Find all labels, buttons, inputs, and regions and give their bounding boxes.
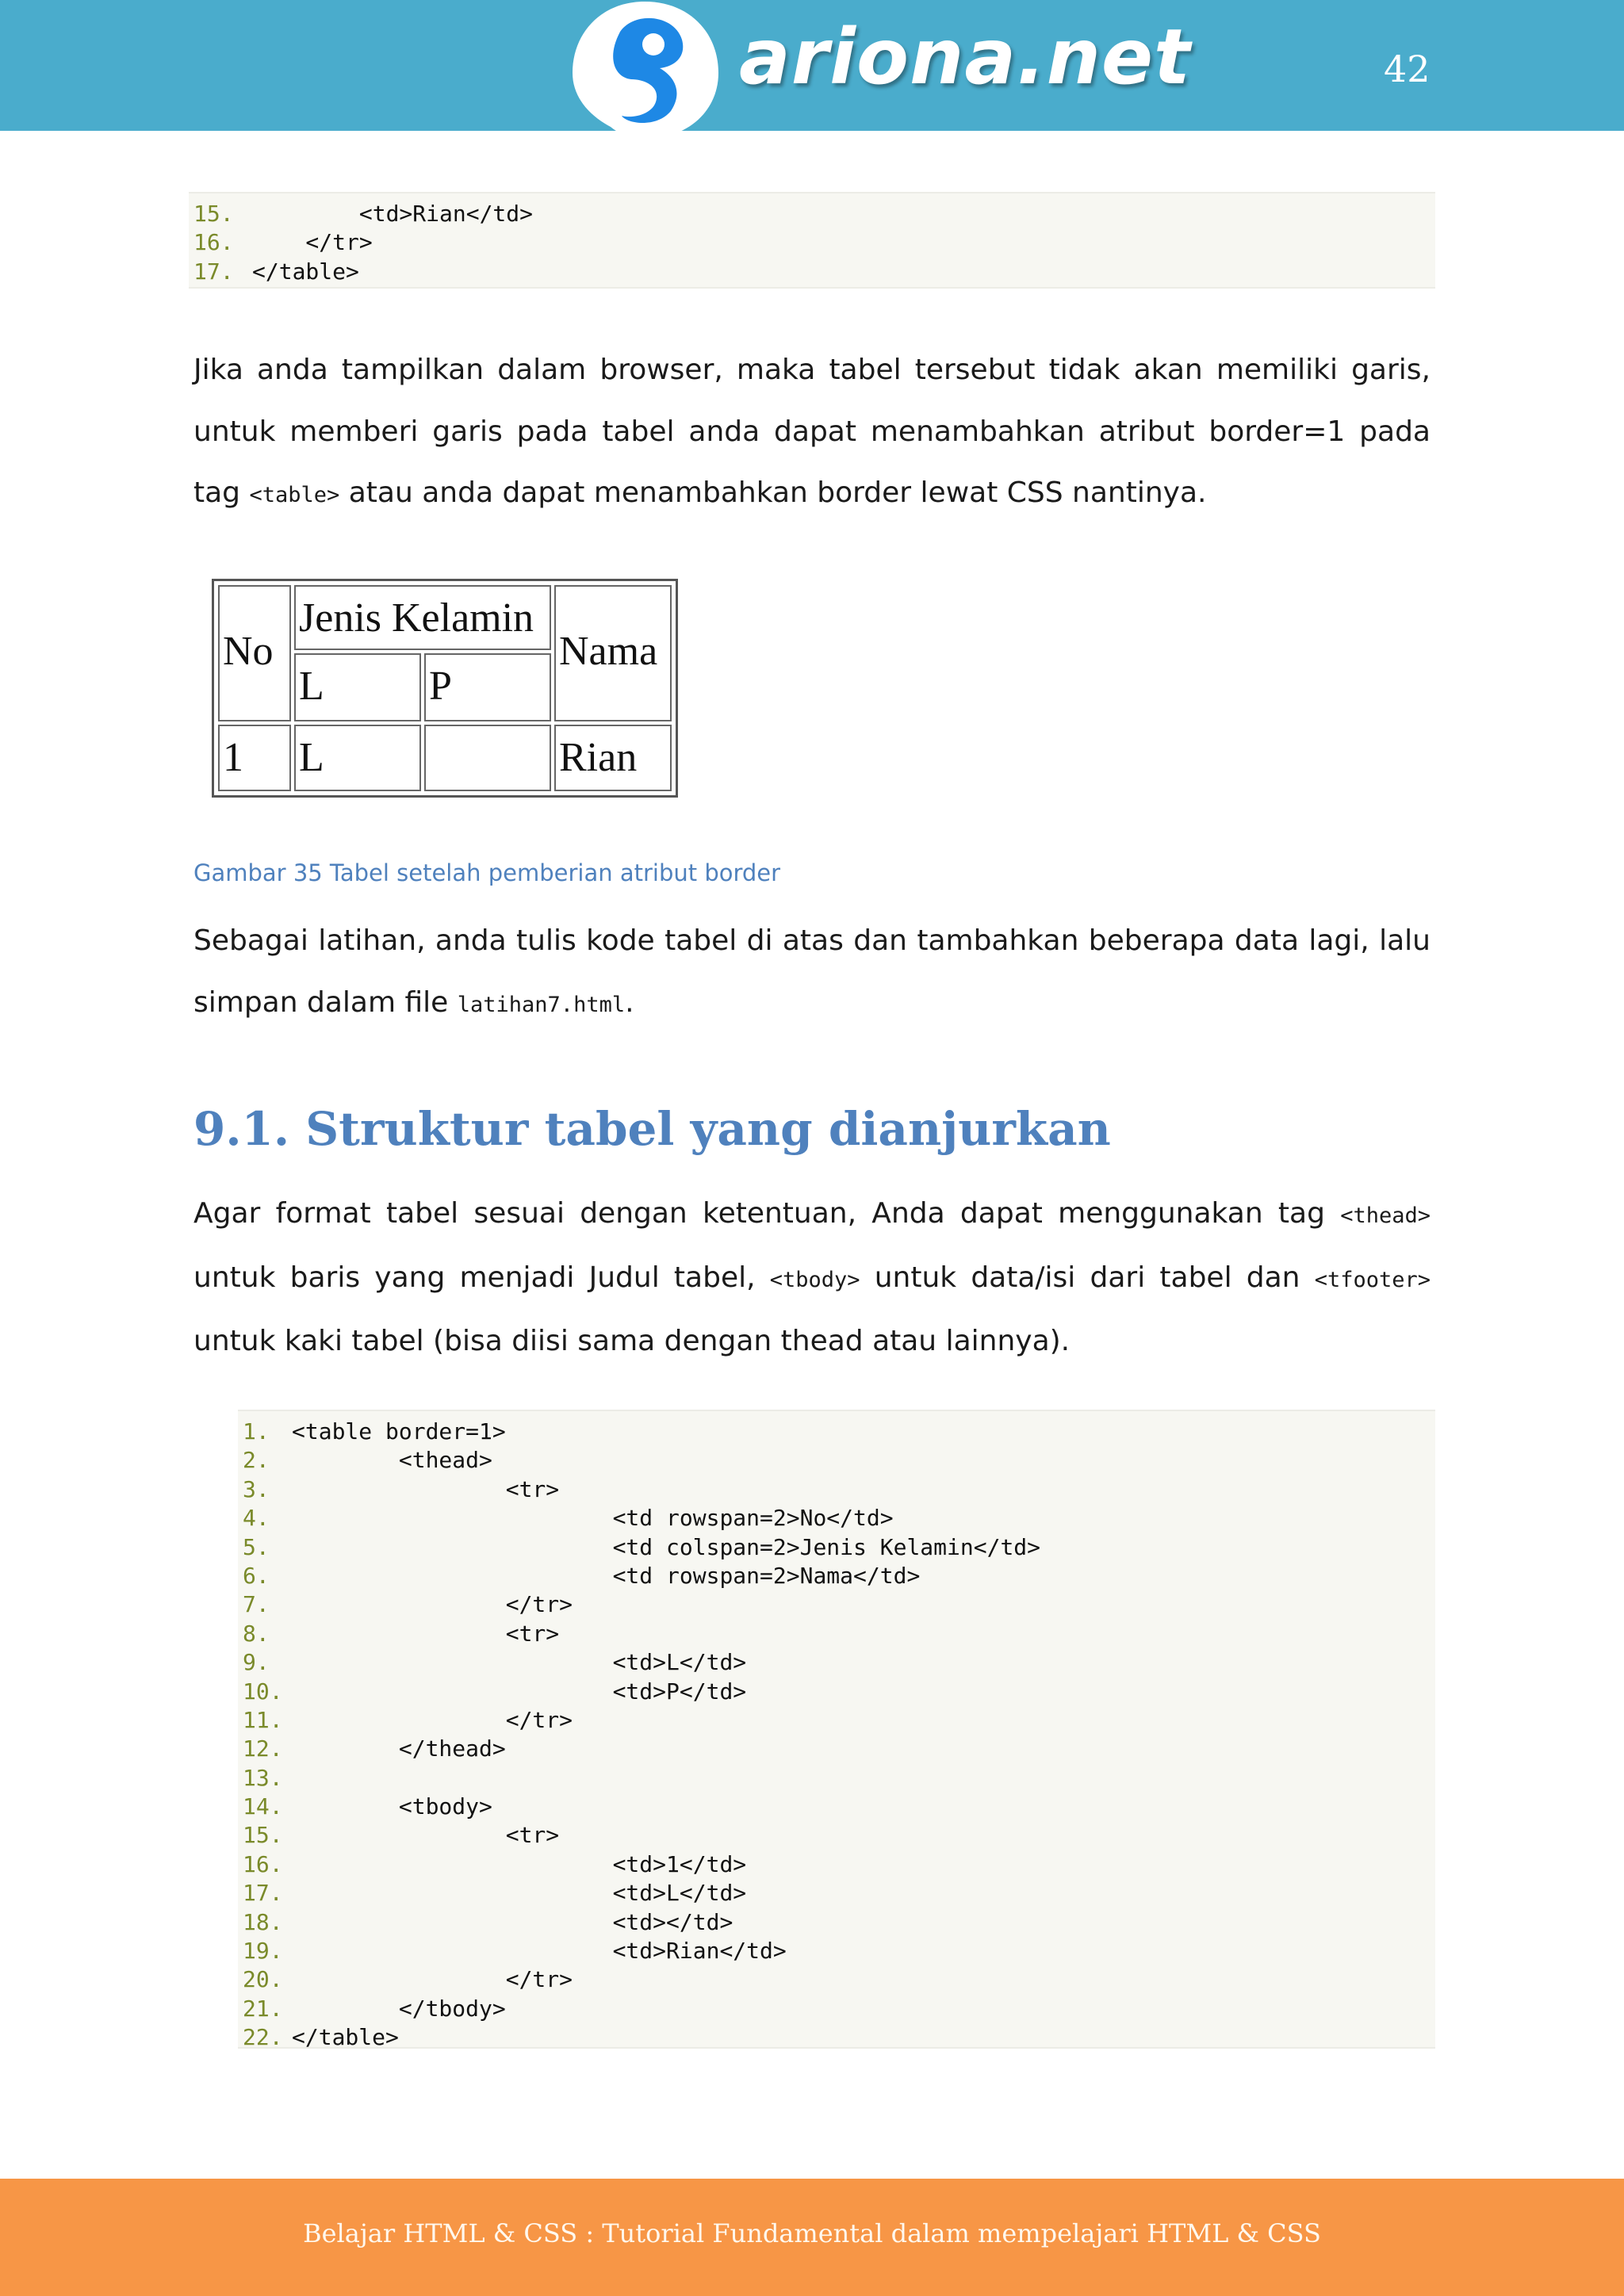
- site-logo: [555, 0, 1191, 147]
- code-line: [238, 1965, 1435, 1994]
- line-number: 17.: [243, 1880, 283, 1907]
- code-text: <td>L</td>: [292, 1880, 747, 1907]
- code-line: [238, 1764, 1435, 1793]
- line-number: 7.: [243, 1591, 270, 1618]
- code-text: </tr>: [292, 1591, 573, 1618]
- line-number: 14.: [243, 1793, 283, 1820]
- footer-text: Belajar HTML & CSS : Tutorial Fundamental dalam mempelajari HTML & CSS: [303, 2218, 1321, 2248]
- code-line: [238, 1821, 1435, 1850]
- code-line: [238, 1446, 1435, 1475]
- code-line: [238, 1706, 1435, 1735]
- code-text: </table>: [292, 2024, 399, 2051]
- paragraph-text: .: [625, 985, 634, 1019]
- code-text: <td>P</td>: [292, 1678, 747, 1705]
- code-line: [238, 1590, 1435, 1619]
- cell-header-no: No: [218, 585, 291, 721]
- code-line: [238, 1879, 1435, 1908]
- page-number: 42: [1384, 48, 1431, 90]
- code-line: [238, 1937, 1435, 1965]
- code-text: </tr>: [292, 1966, 573, 1993]
- code-line: [238, 1562, 1435, 1590]
- code-block-table-structure: [238, 1410, 1435, 2049]
- line-number: 8.: [243, 1620, 270, 1647]
- cell-header-nama: Nama: [554, 585, 672, 721]
- code-line: [189, 200, 1435, 228]
- line-number: 19.: [243, 1938, 283, 1965]
- code-text: <tbody>: [292, 1793, 492, 1820]
- code-text: <tr>: [292, 1475, 560, 1502]
- line-number: 12.: [243, 1735, 283, 1762]
- cell-header-jenis-kelamin: Jenis Kelamin: [294, 585, 551, 650]
- inline-code-tbody: <tbody>: [769, 1267, 860, 1292]
- code-text: <td rowspan=2>Nama</td>: [292, 1562, 921, 1589]
- line-number: 15.: [193, 201, 234, 227]
- line-number: 4.: [243, 1505, 270, 1532]
- code-text: </tr>: [252, 229, 373, 256]
- line-number: 5.: [243, 1533, 270, 1560]
- code-text: </thead>: [292, 1735, 506, 1762]
- code-line: [238, 2023, 1435, 2052]
- code-line: [189, 228, 1435, 257]
- paragraph-text: Sebagai latihan, anda tulis kode tabel di atas dan tambahkan beberapa data lagi, lalu simpan dalam file: [193, 924, 1431, 1019]
- section-heading: 9.1. Struktur tabel yang dianjurkan: [193, 1102, 1111, 1156]
- code-text: <td>Rian</td>: [292, 1938, 787, 1965]
- cell-row-l: L: [294, 725, 421, 791]
- line-number: 2.: [243, 1447, 270, 1474]
- code-line: [238, 1850, 1435, 1879]
- cell-header-p: P: [424, 653, 551, 721]
- code-text: </table>: [252, 258, 359, 285]
- code-text: <tr>: [292, 1620, 560, 1647]
- code-text: <td>Rian</td>: [252, 201, 534, 227]
- paragraph-table-structure: [193, 1183, 1431, 1372]
- line-number: 20.: [243, 1966, 283, 1993]
- inline-code-tfooter: <tfooter>: [1314, 1267, 1431, 1292]
- cell-row-no: 1: [218, 725, 291, 791]
- line-number: 9.: [243, 1649, 270, 1676]
- code-line: [238, 1648, 1435, 1677]
- code-text: </tr>: [292, 1706, 573, 1733]
- paragraph-text: untuk kaki tabel (bisa diisi sama dengan thead atau lainnya).: [193, 1325, 1071, 1357]
- speech-bubble-logo-icon: [555, 0, 737, 147]
- paragraph-text: untuk data/isi dari tabel dan: [860, 1261, 1315, 1294]
- paragraph-border-intro: [193, 339, 1431, 526]
- code-line: [238, 1995, 1435, 2023]
- page-footer: [0, 2179, 1624, 2296]
- code-block-top: [189, 192, 1435, 289]
- paragraph-exercise: [193, 910, 1431, 1035]
- code-text: <table border=1>: [292, 1418, 506, 1445]
- paragraph-text: untuk baris yang menjadi Judul tabel,: [193, 1261, 770, 1294]
- line-number: 16.: [243, 1850, 283, 1877]
- inline-code-thead: <thead>: [1340, 1203, 1431, 1228]
- logo-text: ariona.net: [739, 13, 1191, 101]
- line-number: 15.: [243, 1822, 283, 1849]
- line-number: 13.: [243, 1764, 283, 1791]
- line-number: 11.: [243, 1706, 283, 1733]
- code-text: <tr>: [292, 1822, 560, 1849]
- line-number: 17.: [193, 258, 234, 285]
- paragraph-text: Jika anda tampilkan dalam browser, maka tabel tersebut tidak akan memiliki garis, untuk memberi garis pada tabel anda dapat menambahkan atribut border=1 pada tag: [193, 354, 1431, 509]
- code-text: <td></td>: [292, 1908, 733, 1935]
- line-number: 10.: [243, 1678, 283, 1705]
- code-text: <td rowspan=2>No</td>: [292, 1505, 894, 1532]
- figure-caption: Gambar 35 Tabel setelah pemberian atribut border: [193, 859, 781, 886]
- code-text: <td>L</td>: [292, 1649, 747, 1676]
- line-number: 18.: [243, 1908, 283, 1935]
- line-number: 16.: [193, 229, 234, 256]
- code-text: <thead>: [292, 1447, 492, 1474]
- code-text: <td colspan=2>Jenis Kelamin</td>: [292, 1533, 1041, 1560]
- code-line: [238, 1678, 1435, 1706]
- line-number: 1.: [243, 1418, 270, 1445]
- line-number: 22.: [243, 2024, 283, 2051]
- cell-row-p: [424, 725, 551, 791]
- inline-code-filename: latihan7.html: [457, 992, 626, 1017]
- code-text: <td>1</td>: [292, 1850, 747, 1877]
- code-line: [238, 1620, 1435, 1648]
- code-line: [238, 1735, 1435, 1763]
- paragraph-text: Agar format tabel sesuai dengan ketentuan, Anda dapat menggunakan tag: [193, 1197, 1341, 1230]
- code-line: [189, 258, 1435, 286]
- code-line: [238, 1475, 1435, 1504]
- code-line: [238, 1793, 1435, 1821]
- line-number: 3.: [243, 1475, 270, 1502]
- code-line: [238, 1418, 1435, 1446]
- code-line: [238, 1908, 1435, 1937]
- page-header: [0, 0, 1624, 131]
- figure-table-image: [212, 579, 678, 798]
- inline-code-table-tag: <table>: [249, 483, 340, 507]
- code-line: [238, 1533, 1435, 1562]
- paragraph-text: atau anda dapat menambahkan border lewat CSS nantinya.: [339, 476, 1207, 509]
- line-number: 21.: [243, 1995, 283, 2022]
- cell-header-l: L: [294, 653, 421, 721]
- code-line: [238, 1504, 1435, 1533]
- cell-row-nama: Rian: [554, 725, 672, 791]
- line-number: 6.: [243, 1562, 270, 1589]
- code-text: </tbody>: [292, 1995, 506, 2022]
